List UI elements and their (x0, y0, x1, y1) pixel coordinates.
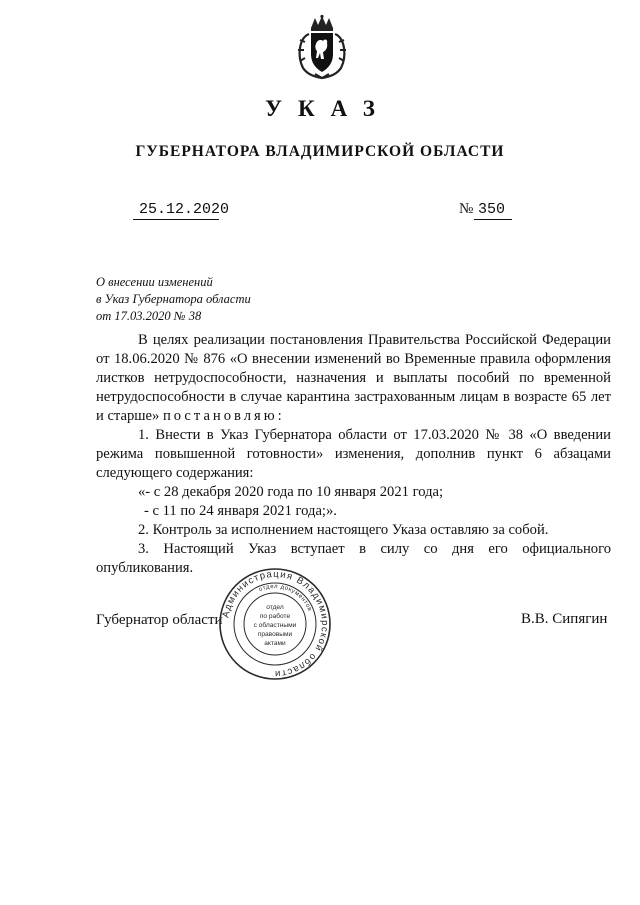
stamp-outer-text: Администрация Владимирской области (220, 568, 331, 680)
subject-block (96, 274, 251, 325)
number-underline (474, 219, 512, 220)
decree-body (96, 331, 611, 578)
signatory-name: В.В. Сипягин (521, 611, 608, 627)
decree-date: 25.12.2020 (139, 201, 230, 218)
subject-line-3: от 17.03.2020 № 38 (96, 309, 202, 323)
document-subtitle: ГУБЕРНАТОРА ВЛАДИМИРСКОЙ ОБЛАСТИ (135, 143, 505, 160)
number-sign: № (459, 201, 474, 217)
subject-line-1: О внесении изменений (96, 275, 213, 289)
stamp-center-line-3: с областными (253, 622, 297, 629)
quote-line-2: - с 11 по 24 января 2021 года;». (144, 503, 337, 519)
item-3: 3. Настоящий Указ вступает в силу со дня его официального опубликования. (96, 541, 611, 576)
date-underline (133, 219, 219, 220)
document-title: УКАЗ (265, 96, 391, 121)
stamp-center-line-2: по работе (259, 613, 291, 620)
stamp-center-line-1: отдел (266, 604, 284, 611)
decree-number: 350 (478, 201, 506, 218)
decree-word: постановляю: (162, 408, 285, 424)
subject-line-2: в Указ Губернатора области (96, 292, 251, 306)
coat-of-arms-icon (297, 14, 347, 80)
item-1: 1. Внести в Указ Губернатора области от 17.03.2020 № 38 «О введении режима повышенной готовности» изменения, дополнив пункт 6 абзацами следующего содержания: (96, 427, 611, 481)
preamble-paragraph (96, 331, 611, 426)
stamp-center-line-5: актами (264, 640, 286, 647)
official-stamp (218, 567, 332, 681)
stamp-center-line-4: правовыми (257, 631, 293, 638)
stamp-middle-text: отдел документов (258, 583, 313, 613)
quote-line-1: «- с 28 декабря 2020 года по 10 января 2021 года; (138, 484, 444, 500)
signatory-position: Губернатор области (96, 612, 223, 628)
preamble-text: В целях реализации постановления Правительства Российской Федерации от 18.06.2020 № 876 «О внесении изменений во Временные правила оформления листков нетрудоспособности, назначения и выплаты пособий по временной нетрудоспособности в случае карантина застрахованным лицам в возрасте 65 лет и старше» (96, 332, 611, 424)
item-2: 2. Контроль за исполнением настоящего Указа оставляю за собой. (138, 522, 549, 538)
